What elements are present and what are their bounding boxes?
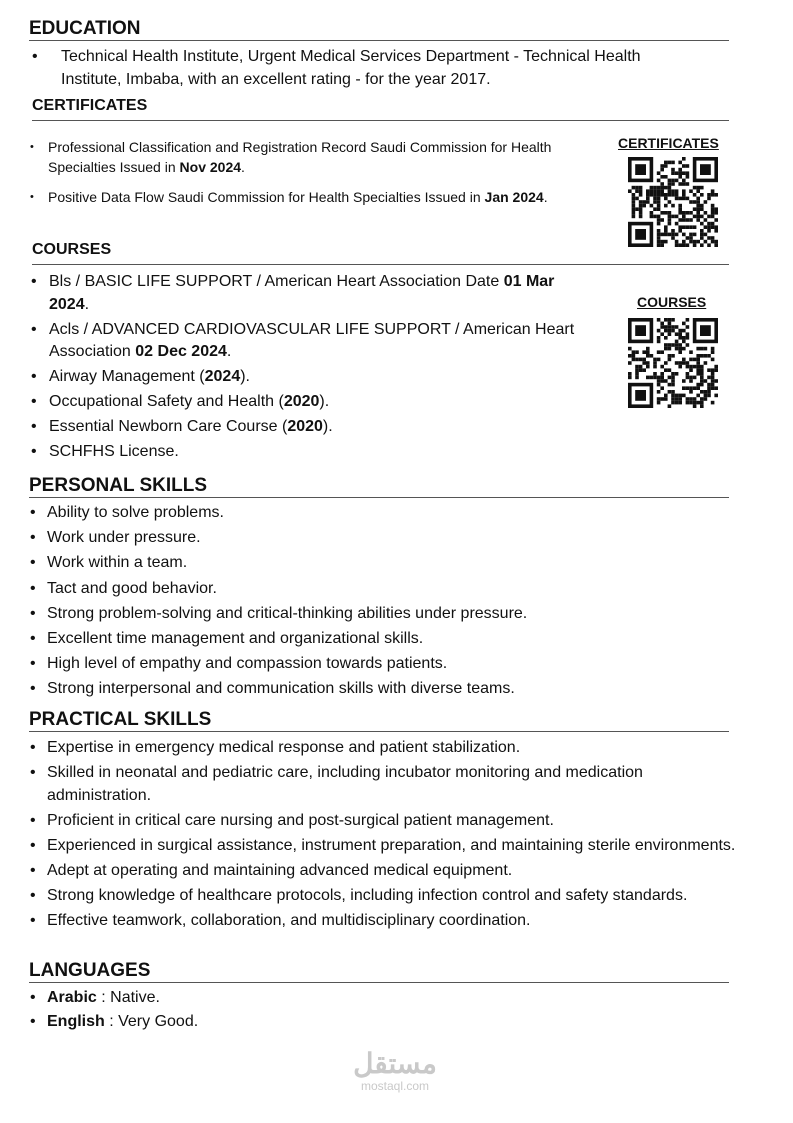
list-item: • High level of empathy and compassion towards patients.: [30, 655, 448, 673]
list-item: • Strong knowledge of healthcare protocols, including infection control and safety standards.: [30, 887, 688, 904]
practical-skills-list: [30, 736, 740, 934]
list-item: • Work within a team.: [30, 554, 188, 572]
list-item: • Occupational Safety and Health (2020).: [31, 393, 330, 410]
list-item: • Strong problem-solving and critical-thinking abilities under pressure.: [30, 604, 528, 622]
list-item: • Skilled in neonatal and pediatric care, including incubator monitoring and medication administration.: [30, 764, 643, 804]
certificates-qr-code-icon[interactable]: [628, 157, 718, 247]
list-item: • Adept at operating and maintaining advanced medical equipment.: [30, 862, 513, 879]
list-item: • Essential Newborn Care Course (2020).: [31, 418, 333, 435]
certificates-qr-label: CERTIFICATES: [618, 135, 719, 151]
watermark-logo: مستقل: [353, 1048, 437, 1079]
list-item: • Work under pressure.: [30, 529, 201, 547]
personal-skills-list: [30, 502, 730, 704]
list-item: • Strong interpersonal and communication skills with diverse teams.: [30, 680, 515, 698]
personal-skills-heading: PERSONAL SKILLS: [29, 476, 729, 498]
list-item: • Arabic : Native.: [30, 989, 160, 1006]
list-item: • Proficient in critical care nursing and post-surgical patient management.: [30, 812, 554, 829]
languages-list: [30, 987, 630, 1034]
list-item: • Acls / ADVANCED CARDIOVASCULAR LIFE SUPPORT / American Heart Association 02 Dec 2024.: [31, 320, 575, 360]
list-item: • Excellent time management and organizational skills.: [30, 629, 424, 647]
certificates-list: [30, 137, 575, 217]
list-item: • English : Very Good.: [30, 1012, 199, 1030]
courses-qr-label: COURSES: [637, 294, 707, 310]
list-item: • Bls / BASIC LIFE SUPPORT / American Heart Association Date 01 Mar 2024.: [31, 273, 555, 313]
list-item: • Tact and good behavior.: [30, 579, 217, 597]
list-item: • Ability to solve problems.: [30, 504, 224, 521]
list-item: • Expertise in emergency medical response and patient stabilization.: [30, 739, 521, 756]
list-item: • SCHFHS License.: [31, 443, 179, 460]
list-item: • Positive Data Flow Saudi Commission for Health Specialties Issued in Jan 2024.: [30, 189, 548, 205]
practical-skills-heading: PRACTICAL SKILLS: [29, 710, 729, 732]
list-item: • Experienced in surgical assistance, instrument preparation, and maintaining sterile environments.: [30, 837, 736, 854]
courses-qr-code-icon[interactable]: [628, 318, 718, 408]
watermark: [330, 1050, 460, 1092]
list-item: • Airway Management (2024).: [31, 368, 250, 385]
list-item: • Professional Classification and Registration Record Saudi Commission for Health Specialties Issued in Nov 2024.: [30, 139, 552, 175]
courses-heading: COURSES: [32, 242, 729, 265]
watermark-url: mostaql.com: [360, 1079, 430, 1093]
certificates-heading: CERTIFICATES: [32, 98, 729, 121]
list-item: • Technical Health Institute, Urgent Medical Services Department - Technical Health Institute, Imbaba, with an excellent rating - for the year 2017.: [32, 48, 641, 88]
education-heading: EDUCATION: [29, 19, 729, 41]
list-item: • Effective teamwork, collaboration, and multidisciplinary coordination.: [30, 912, 531, 929]
courses-list: [31, 271, 591, 466]
education-list: [32, 45, 692, 91]
languages-heading: LANGUAGES: [29, 961, 729, 983]
